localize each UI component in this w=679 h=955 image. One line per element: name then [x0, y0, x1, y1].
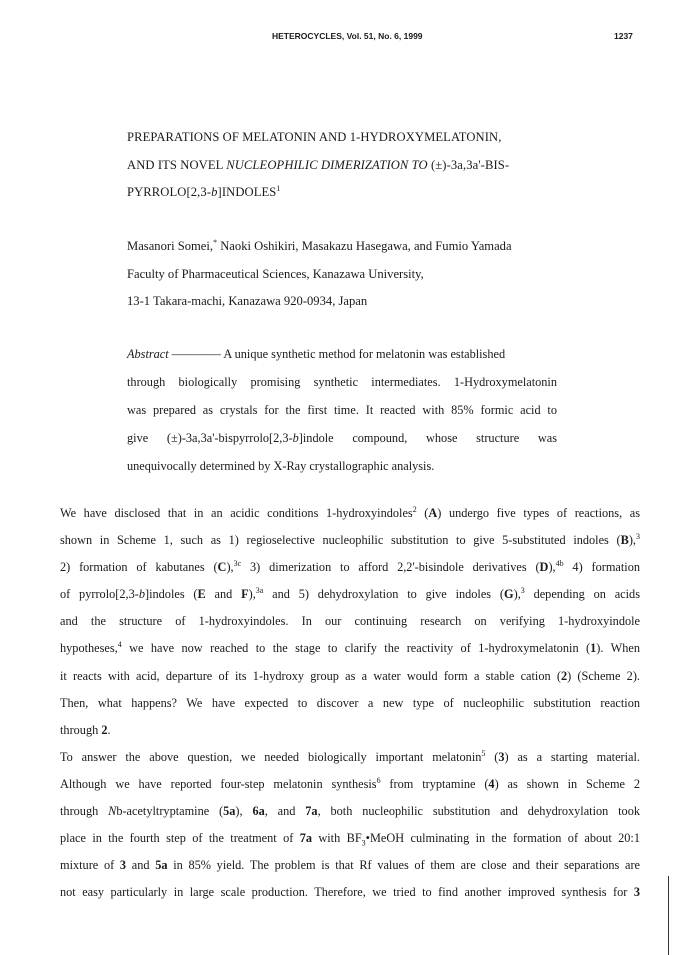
author-block [127, 233, 512, 316]
body-line: place in the fourth step of the treatment of 7a with $BF_3•MeOH$ culminating in the formation of about 20:1 [60, 831, 640, 848]
abstract-label: Abstract [127, 347, 169, 361]
body-text [60, 500, 640, 906]
abstract-line-5: unequivocally determined by X-Ray crystallographic analysis. [127, 459, 435, 473]
affiliation-line-2: 13-1 Takara-machi, Kanazawa 920-0934, Japan [127, 294, 368, 308]
title-line-2: AND ITS NOVEL NUCLEOPHILIC DIMERIZATION TO (±)-3a,3a'-BIS- [127, 157, 510, 172]
abstract-line-4: give (±)-3a,3a'-bispyrrolo[2,3-b]indole compound, whose structure was [127, 431, 557, 445]
corresponding-author-mark: * [213, 237, 218, 247]
body-line: 2) formation of kabutanes (C),$^{3c}$ 3) dimerization to afford 2,2'-bisindole derivatives (D),$^{4b}$ 4) formation [60, 559, 640, 575]
body-line: through 2. [60, 722, 111, 737]
body-line: Then, what happens? We have expected to discover a new type of nucleophilic substitution reaction [60, 695, 640, 710]
body-line: mixture of 3 and 5a in 85% yield. The problem is that Rf values of them are close and their separations are [60, 858, 641, 873]
body-line: To answer the above question, we needed biologically important melatonin$^5$ (3) as a starting material. [60, 748, 640, 764]
abstract-line-3: was prepared as crystals for the first time. It reacted with 85% formic acid to [127, 403, 557, 417]
abstract-line-1: Abstract ———— A unique synthetic method for melatonin was established [127, 347, 506, 361]
body-line: shown in Scheme 1, such as 1) regioselective nucleophilic substitution to give 5-substituted indoles (B),$^3$ [60, 532, 640, 548]
author-names: Masanori Somei,* Naoki Oshikiri, Masakazu Hasegawa, and Fumio Yamada [127, 237, 512, 253]
body-line: Although we have reported four-step melatonin synthesis$^6$ from tryptamine (4) as shown in Scheme 2 [60, 775, 640, 791]
body-line: of pyrrolo[2,3-b]indoles (E and F),$^{3a}$ and 5) dehydroxylation to give indoles (G),$^3$ depending on acids [60, 586, 640, 602]
body-line: through Nb-acetyltryptamine (5a), 6a, and 7a, both nucleophilic substitution and dehydroxylation took [60, 804, 640, 819]
affiliation-line-1: Faculty of Pharmaceutical Sciences, Kanazawa University, [127, 266, 424, 281]
paper-title [127, 124, 577, 207]
title-line-1: PREPARATIONS OF MELATONIN AND 1-HYDROXYMELATONIN, [127, 130, 502, 144]
journal-citation: HETEROCYCLES, Vol. 51, No. 6, 1999 [272, 31, 423, 41]
abstract-line-2: through biologically promising synthetic intermediates. 1-Hydroxymelatonin [127, 375, 557, 389]
abstract [127, 340, 557, 480]
body-line: not easy particularly in large scale production. Therefore, we tried to find another improved synthesis for 3 [60, 885, 640, 900]
page-number: 1237 [614, 31, 633, 41]
body-line: it reacts with acid, departure of its 1-hydroxy group as a water would form a stable cation (2) (Scheme 2). [60, 668, 640, 683]
running-header [0, 28, 679, 44]
body-line: hypotheses,$^4$ we have now reached to the stage to clarify the reactivity of 1-hydroxymelatonin (1). When [60, 640, 640, 656]
title-line-3: PYRROLO[2,3-b]INDOLES$^1$ [127, 183, 281, 199]
body-line: We have disclosed that in an acidic conditions 1-hydroxyindoles$^2$ (A) undergo five types of reactions, as [60, 504, 640, 520]
body-line: and the structure of 1-hydroxyindoles. In our continuing research on verifying 1-hydroxyindole [60, 614, 640, 629]
margin-rule [668, 876, 669, 955]
